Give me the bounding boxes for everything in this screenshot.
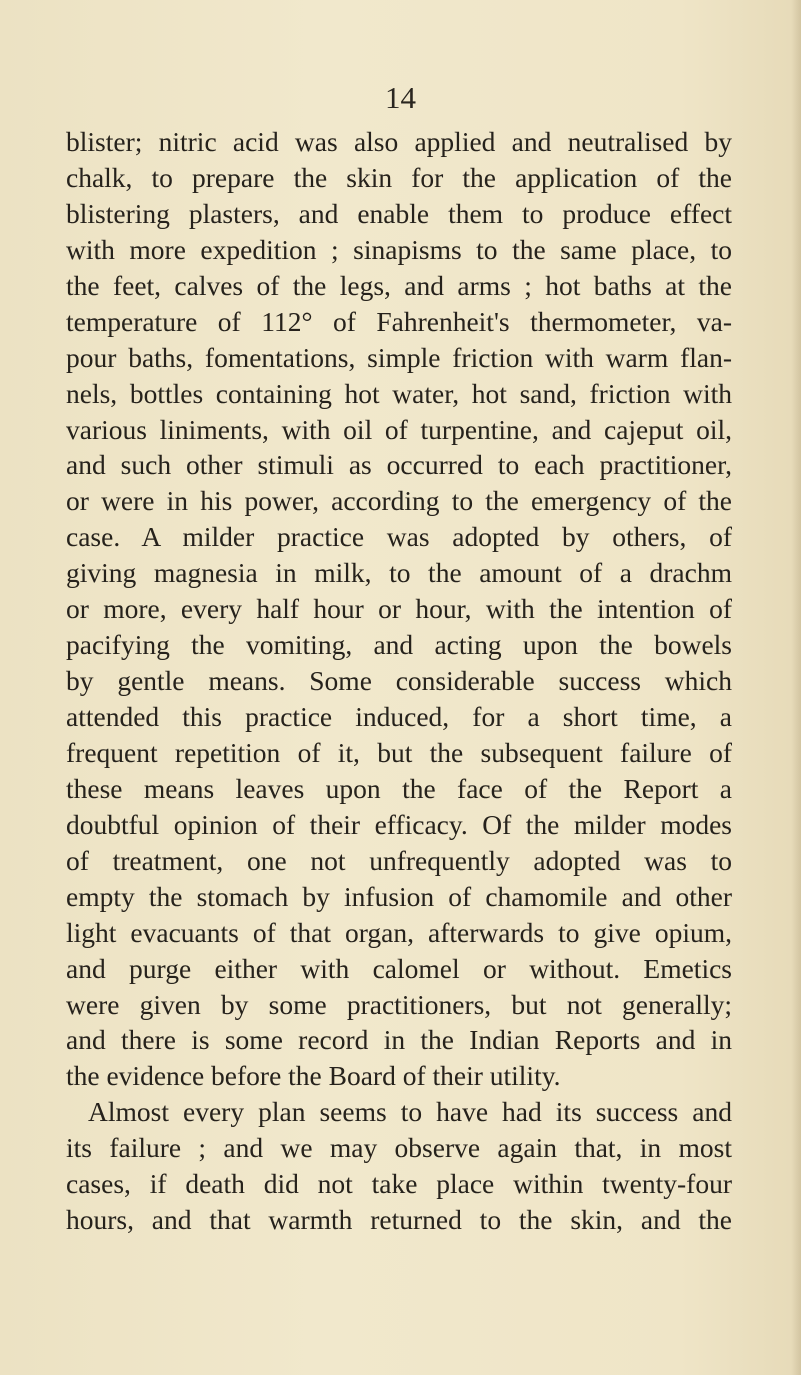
text-line: and purge either with calomel or without. Emetics: [66, 952, 732, 984]
text-line: doubtful opinion of their efficacy. Of the milder modes: [66, 808, 732, 840]
page-edge-shadow: [791, 0, 801, 1375]
text-line: blister; nitric acid was also applied and neutralised by: [66, 126, 732, 157]
text-line: the evidence before the Board of their utility.: [66, 1060, 561, 1092]
text-line: various liniments, with oil of turpentine, and cajeput oil,: [66, 413, 732, 445]
text-line: pacifying the vomiting, and acting upon the bowels: [66, 629, 732, 661]
text-line: were given by some practitioners, but not generally;: [66, 988, 732, 1020]
text-line: empty the stomach by infusion of chamomile and other: [66, 880, 732, 912]
text-line: these means leaves upon the face of the Report a: [66, 772, 732, 804]
text-line: pour baths, fomentations, simple friction with warm flan-: [66, 341, 732, 373]
text-line: temperature of 112° of Fahrenheit's thermometer, va-: [66, 305, 732, 337]
text-line: and such other stimuli as occurred to each practitioner,: [66, 449, 732, 481]
text-line: with more expedition ; sinapisms to the same place, to: [66, 233, 732, 265]
text-line: or more, every half hour or hour, with the intention of: [66, 593, 732, 625]
text-line: Almost every plan seems to have had its success and: [88, 1096, 732, 1128]
text-line: giving magnesia in milk, to the amount of a drachm: [66, 557, 732, 589]
text-line: or were in his power, according to the emergency of the: [66, 485, 732, 517]
text-line: nels, bottles containing hot water, hot sand, friction with: [66, 377, 732, 409]
text-line: the feet, calves of the legs, and arms ; hot baths at the: [66, 269, 732, 301]
body-text: [66, 124, 732, 1238]
text-line: and there is some record in the Indian Reports and in: [66, 1024, 732, 1056]
text-line: attended this practice induced, for a short time, a: [66, 701, 732, 732]
text-line: chalk, to prepare the skin for the application of the: [66, 161, 732, 193]
text-line: light evacuants of that organ, afterwards to give opium,: [66, 916, 732, 948]
text-line: cases, if death did not take place within twenty-four: [66, 1168, 732, 1200]
text-line: case. A milder practice was adopted by others, of: [66, 521, 732, 553]
text-line: hours, and that warmth returned to the skin, and the: [66, 1204, 732, 1236]
page-number: 14: [385, 80, 416, 115]
text-line: by gentle means. Some considerable success which: [66, 665, 732, 697]
text-line: its failure ; and we may observe again that, in most: [66, 1132, 732, 1164]
text-line: frequent repetition of it, but the subsequent failure of: [66, 736, 732, 768]
text-line: blistering plasters, and enable them to produce effect: [66, 197, 732, 229]
text-line: of treatment, one not unfrequently adopted was to: [66, 844, 732, 876]
